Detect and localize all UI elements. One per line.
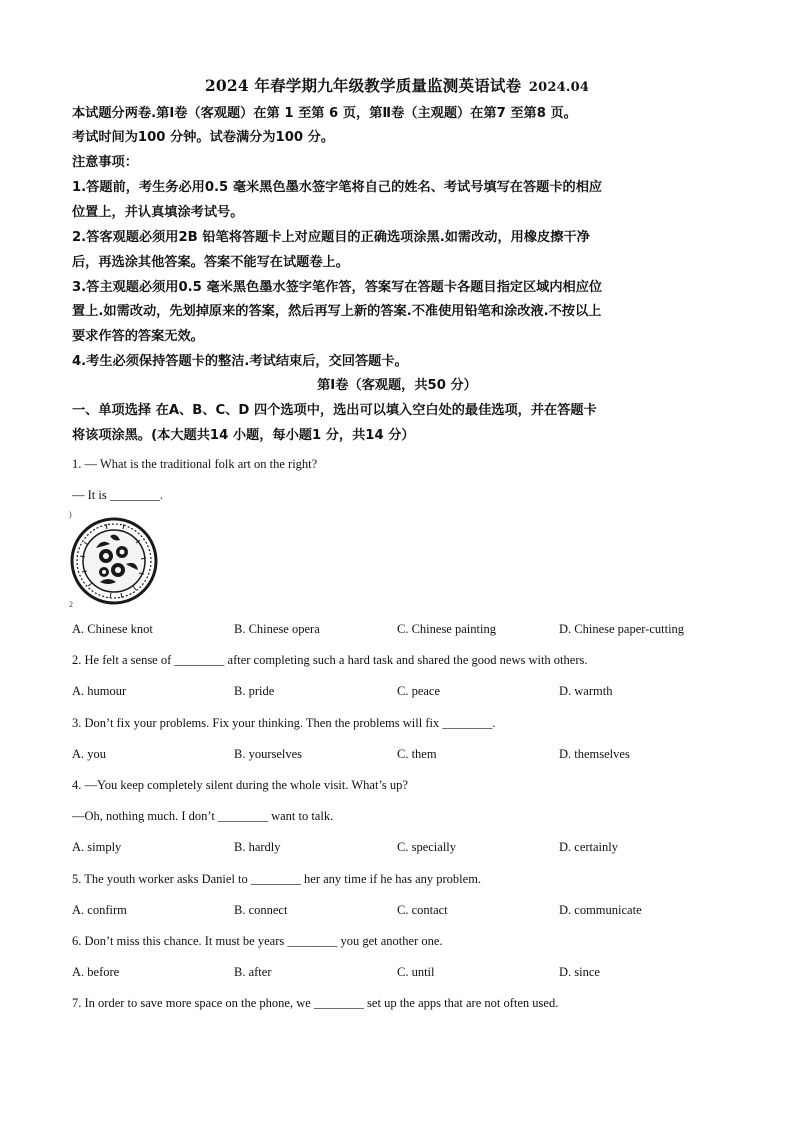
option-a[interactable]: A. simply: [72, 840, 122, 854]
question-6-stem: 6. Don’t miss this chance. It must be years ________ you get another one.: [72, 934, 443, 948]
question-5-options: [72, 903, 732, 921]
question-5-stem: 5. The youth worker asks Daniel to ________ her any time if he has any problem.: [72, 872, 482, 886]
exam-date: 2024.04: [528, 80, 590, 95]
option-b[interactable]: B. after: [234, 965, 272, 979]
question-7-stem: 7. In order to save more space on the phone, we ________ set up the apps that are not often used.: [72, 996, 559, 1010]
option-a[interactable]: A. you: [72, 747, 107, 761]
option-d[interactable]: D. since: [559, 965, 600, 979]
part-instructions: 一、单项选择 在A、B、C、D 四个选项中，选出可以填入空白处的最佳选项，并在答题卡: [72, 403, 597, 418]
part-instructions: 将该项涂黑。(本大题共14 小题，每小题1 分，共14 分）: [72, 428, 415, 443]
option-a[interactable]: A. confirm: [72, 903, 127, 917]
notice-heading: 注意事项：: [72, 155, 138, 170]
option-b[interactable]: B. yourselves: [234, 747, 303, 761]
notice-item: 2.答客观题必须用2B 铅笔将答题卡上对应题目的正确选项涂黑.如需改动，用橡皮擦干净: [72, 230, 590, 245]
question-2-options: [72, 684, 732, 702]
option-b[interactable]: B. pride: [234, 684, 275, 698]
notice-item: 1.答题前，考生务必用0.5 毫米黑色墨水签字笔将自己的姓名、考试号填写在答题卡的相应: [72, 180, 603, 195]
option-d[interactable]: D. certainly: [559, 840, 619, 854]
option-c[interactable]: C. peace: [397, 684, 441, 698]
option-a[interactable]: A. before: [72, 965, 120, 979]
intro-line: 本试题分两卷.第Ⅰ卷（客观题）在第 1 至第 6 页，第Ⅱ卷（主观题）在第7 至第8 页。: [72, 106, 577, 121]
question-4-response: —Oh, nothing much. I don’t ________ want to talk.: [72, 809, 334, 823]
question-3-stem: 3. Don’t fix your problems. Fix your thinking. Then the problems will fix ________.: [72, 716, 496, 730]
option-d[interactable]: D. communicate: [559, 903, 642, 917]
intro-line: 考试时间为100 分钟。试卷满分为100 分。: [72, 130, 335, 145]
notice-item: 置上.如需改动，先划掉原来的答案，然后再写上新的答案.不准使用铅笔和涂改液.不按以上: [72, 304, 602, 319]
image-marker: ): [69, 510, 72, 519]
exam-title: [0, 74, 794, 96]
option-d[interactable]: D. themselves: [559, 747, 630, 761]
question-6-options: [72, 965, 732, 983]
option-b[interactable]: B. Chinese opera: [234, 622, 320, 636]
option-c[interactable]: C. specially: [397, 840, 457, 854]
notice-item: 要求作答的答案无效。: [72, 329, 204, 344]
option-b[interactable]: B. hardly: [234, 840, 281, 854]
notice-item: 后，再选涂其他答案。答案不能写在试题卷上。: [72, 255, 349, 270]
question-1-options: [72, 622, 732, 640]
option-d[interactable]: D. Chinese paper-cutting: [559, 622, 685, 636]
paper-cutting-image: [66, 512, 162, 610]
notice-item: 位置上，并认真填涂考试号。: [72, 205, 244, 220]
image-marker: 2: [69, 600, 73, 609]
question-4-stem: 4. —You keep completely silent during the whole visit. What’s up?: [72, 778, 408, 792]
option-d[interactable]: D. warmth: [559, 684, 613, 698]
option-c[interactable]: C. until: [397, 965, 435, 979]
exam-title-main: 2024 年春学期九年级教学质量监测英语试卷: [204, 76, 522, 95]
question-3-options: [72, 747, 732, 765]
option-a[interactable]: A. Chinese knot: [72, 622, 153, 636]
question-1-answer-line: — It is ________.: [72, 488, 163, 502]
question-4-options: [72, 840, 732, 858]
option-c[interactable]: C. them: [397, 747, 437, 761]
option-b[interactable]: B. connect: [234, 903, 288, 917]
option-c[interactable]: C. Chinese painting: [397, 622, 496, 636]
option-c[interactable]: C. contact: [397, 903, 448, 917]
notice-item: 3.答主观题必须用0.5 毫米黑色墨水签字笔作答，答案写在答题卡各题目指定区域内相应位: [72, 280, 603, 295]
question-1-stem: 1. — What is the traditional folk art on the right?: [72, 457, 318, 471]
section-title: 第Ⅰ卷（客观题，共50 分）: [317, 378, 477, 393]
notice-item: 4.考生必须保持答题卡的整洁.考试结束后，交回答题卡。: [72, 354, 408, 369]
question-2-stem: 2. He felt a sense of ________ after completing such a hard task and shared the good news with others.: [72, 653, 588, 667]
option-a[interactable]: A. humour: [72, 684, 127, 698]
